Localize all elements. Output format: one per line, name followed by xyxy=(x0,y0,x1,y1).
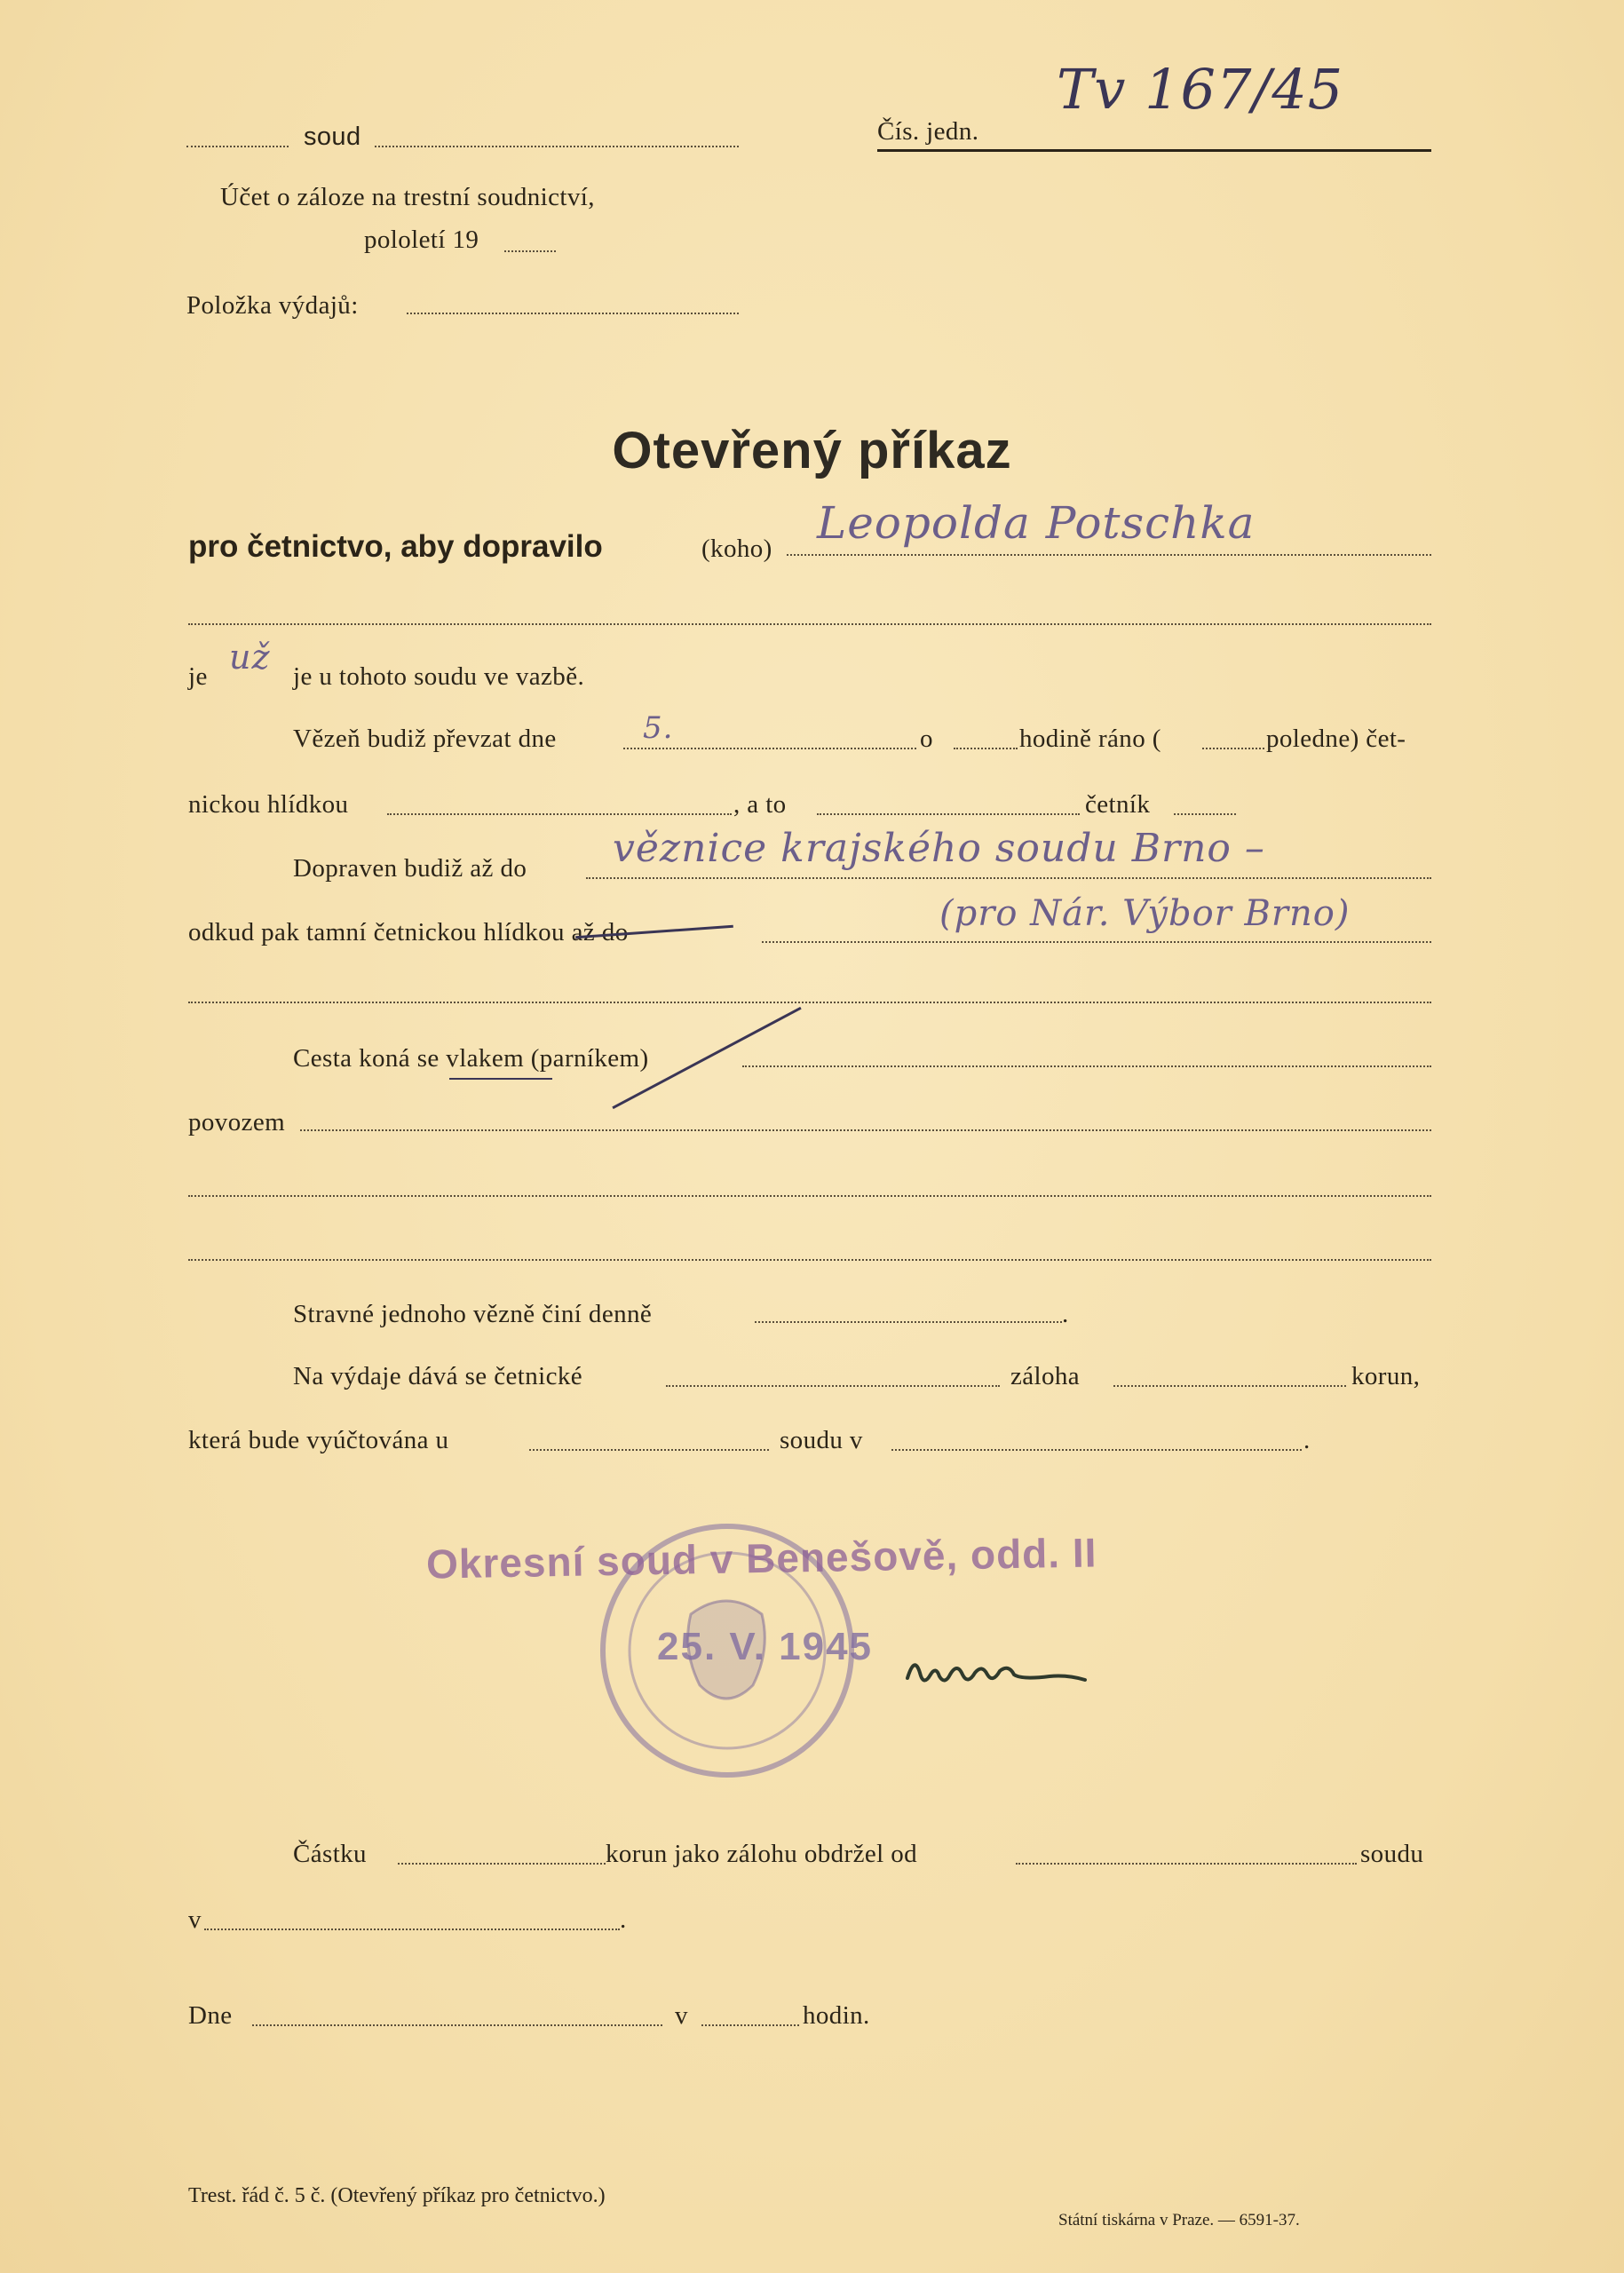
poledne-label: poledne) čet- xyxy=(1266,725,1406,753)
ucet-line1: Účet o záloze na trestní soudnictví, xyxy=(220,183,595,211)
ktera-label: která bude vyúčtována u xyxy=(188,1426,449,1454)
hodin-dots xyxy=(701,2024,799,2026)
stravne-label: Stravné jednoho vězně činí denně xyxy=(293,1300,653,1328)
cis-jedn-label: Čís. jedn. xyxy=(877,117,979,146)
document-title: Otevřený příkaz xyxy=(612,422,1012,479)
soud-dots xyxy=(375,146,739,147)
je-value: už xyxy=(229,638,271,677)
povozem-dots xyxy=(300,1129,1431,1131)
koho-dots xyxy=(787,554,1431,556)
hodin-label: hodin. xyxy=(803,2001,870,2030)
vydaje-label: Na výdaje dává se četnické xyxy=(293,1362,583,1390)
v-period: . xyxy=(620,1905,627,1934)
stamp-date: 25. V. 1945 xyxy=(657,1625,874,1668)
underline-vlakem xyxy=(449,1078,552,1080)
blank-dots-1 xyxy=(188,1195,1431,1197)
je-suffix: je u tohoto soudu ve vazbě. xyxy=(293,662,585,691)
vydaje-dots xyxy=(666,1385,1000,1387)
odkud-dots-2 xyxy=(188,1002,1431,1003)
koho-label: (koho) xyxy=(701,535,772,563)
castku-dots xyxy=(398,1863,606,1865)
cetnik-label: četník xyxy=(1085,790,1151,819)
hour-dots xyxy=(954,748,1018,749)
court-name-dots xyxy=(186,146,289,147)
korun-label: korun, xyxy=(1351,1362,1421,1390)
signature xyxy=(902,1651,1089,1696)
ato-dots xyxy=(817,813,1080,815)
nickou-label: nickou hlídkou xyxy=(188,790,349,819)
povozem-label: povozem xyxy=(188,1108,286,1136)
pololeti-dots xyxy=(504,250,556,252)
koho-dots-2 xyxy=(188,623,1431,625)
tiskarna-footer: Státní tiskárna v Praze. — 6591-37. xyxy=(1058,2211,1300,2229)
cis-jedn-underline xyxy=(877,149,1431,152)
dne-label: Dne xyxy=(188,2001,233,2030)
je-prefix: je xyxy=(188,662,208,691)
trest-rad-footer: Trest. řád č. 5 č. (Otevřený příkaz pro četnictvo.) xyxy=(188,2184,606,2207)
cis-jedn-value: Tv 167/45 xyxy=(1057,57,1344,122)
dne-dots xyxy=(252,2024,662,2026)
vezen-dots xyxy=(623,748,916,749)
koho-value: Leopolda Potschka xyxy=(817,497,1256,549)
subtitle: pro četnictvo, aby dopravilo xyxy=(188,529,603,564)
odkud-value: (pro Nár. Výbor Brno) xyxy=(939,893,1351,934)
v2-label: v xyxy=(675,2001,688,2030)
dopraven-value: věznice krajského soudu Brno – xyxy=(613,826,1265,871)
zaloha-label: záloha xyxy=(1010,1362,1081,1390)
v-dots xyxy=(204,1928,620,1930)
odkud-label: odkud pak tamní četnickou hlídkou až do xyxy=(188,918,629,946)
stravne-dots xyxy=(755,1321,1062,1323)
ktera-period: . xyxy=(1303,1426,1311,1454)
hodine-label: hodině ráno ( xyxy=(1019,725,1161,753)
stravne-period: . xyxy=(1062,1300,1069,1328)
odkud-dots xyxy=(762,941,1431,943)
ktera-dots xyxy=(529,1449,769,1451)
soudu-v-dots xyxy=(891,1449,1302,1451)
soud-label: soud xyxy=(304,123,361,151)
o-label: o xyxy=(920,725,933,753)
zaloha-dots xyxy=(1113,1385,1346,1387)
cesta-dots xyxy=(742,1065,1431,1067)
polozka-dots xyxy=(407,313,739,314)
castku-label: Částku xyxy=(293,1840,367,1868)
soudu-label: soudu xyxy=(1360,1840,1424,1868)
poledne-dots xyxy=(1202,748,1264,749)
vezen-day: 5. xyxy=(643,710,674,746)
blank-dots-2 xyxy=(188,1259,1431,1261)
polozka-label: Položka výdajů: xyxy=(186,291,359,320)
stamp-text: Okresní soud v Benešově, odd. II xyxy=(425,1529,1097,1588)
korun-jako-label: korun jako zálohu obdržel od xyxy=(606,1840,918,1868)
cesta-label: Cesta koná se vlakem (parníkem) xyxy=(293,1044,649,1073)
soudu-v-label: soudu v xyxy=(780,1426,863,1454)
dopraven-label: Dopraven budiž až do xyxy=(293,854,527,883)
v-label: v xyxy=(188,1905,202,1934)
cetnik-dots xyxy=(1174,813,1236,815)
obdrzel-dots xyxy=(1016,1863,1357,1865)
ucet-line2: pololetí 19 xyxy=(364,226,479,254)
dopraven-dots xyxy=(586,877,1431,879)
vezen-label: Vězeň budiž převzat dne xyxy=(293,725,557,753)
ato-label: , a to xyxy=(733,790,787,819)
hlidkou-dots xyxy=(387,813,732,815)
svg-text:Skazam: Skazam xyxy=(911,1691,915,1692)
